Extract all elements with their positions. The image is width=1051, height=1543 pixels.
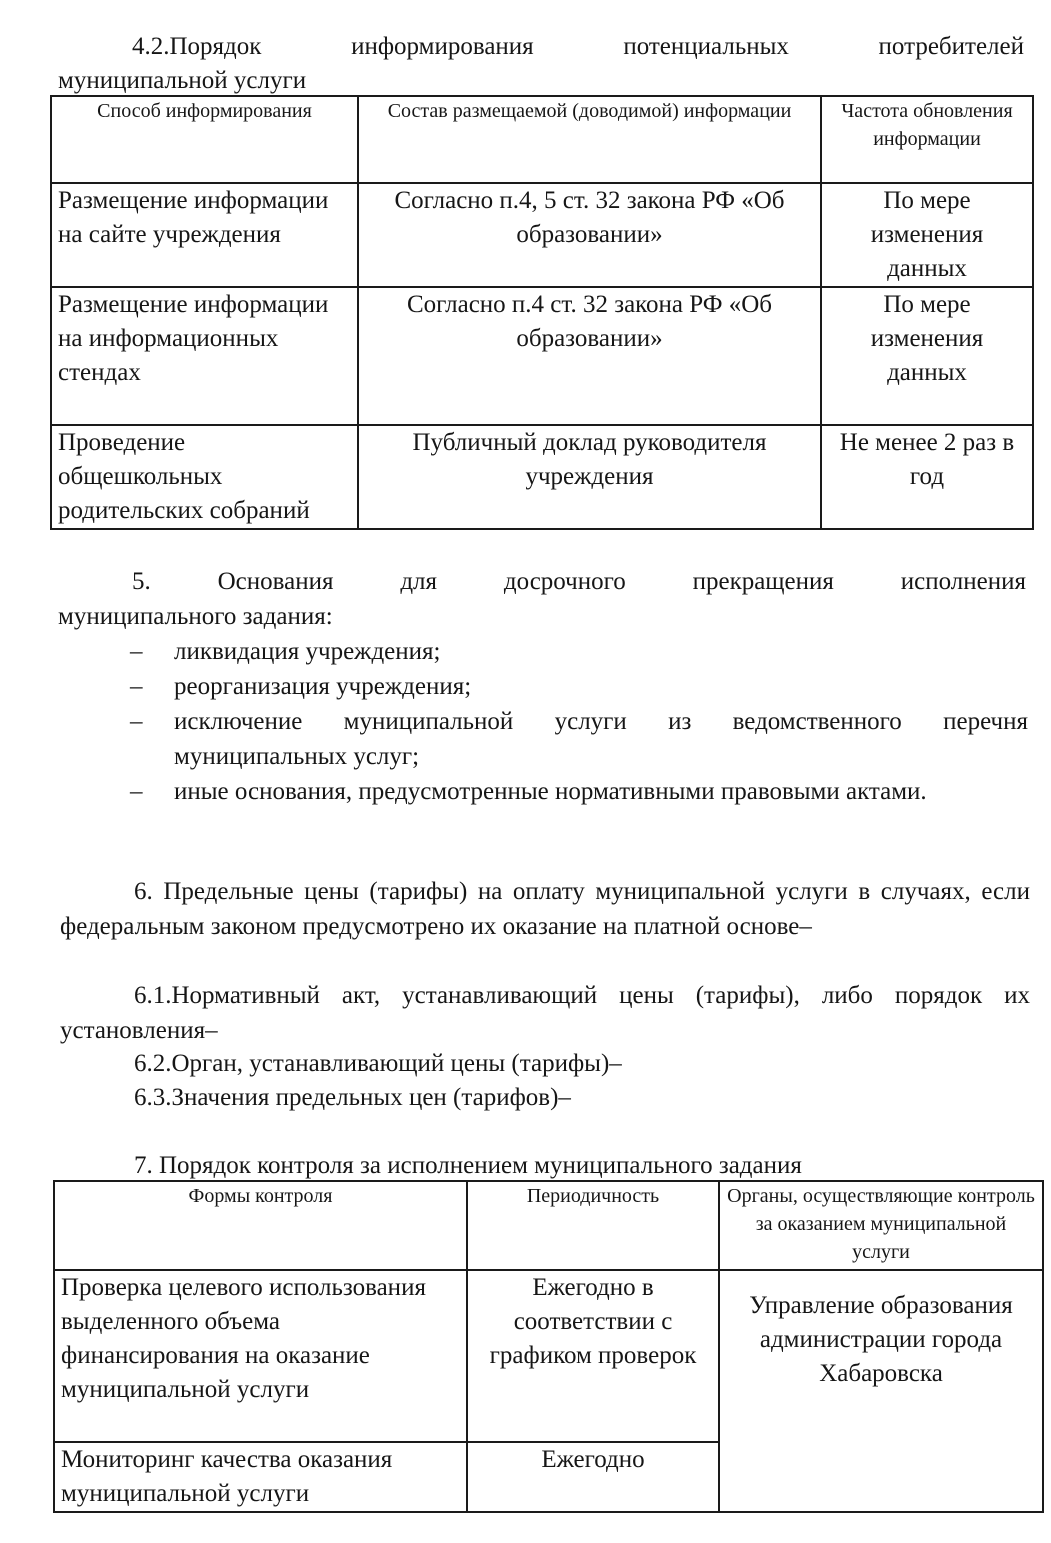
cell-method: Размещение информации на сайте учреждения	[51, 183, 358, 287]
column-header-method: Способ информирования	[51, 96, 358, 183]
cell-control-form: Проверка целевого использования выделенного объема финансирования на оказание муниципальной услуги	[54, 1270, 467, 1442]
dash-bullet: –	[130, 708, 143, 735]
column-header-content: Состав размещаемой (доводимой) информации	[358, 96, 821, 183]
dash-bullet: –	[130, 778, 143, 805]
cell-content: Согласно п.4, 5 ст. 32 закона РФ «Об образовании»	[358, 183, 821, 287]
cell-content: Согласно п.4 ст. 32 закона РФ «Об образовании»	[358, 287, 821, 425]
section-4-2-heading-line2: муниципальной услуги	[58, 67, 307, 94]
section-6-2: 6.2.Орган, устанавливающий цены (тарифы)–	[134, 1050, 622, 1077]
column-header-authority: Органы, осуществляющие контроль за оказанием муниципальной услуги	[719, 1181, 1043, 1270]
cell-periodicity: Ежегодно	[467, 1442, 719, 1512]
cell-method: Размещение информации на информационных стендах	[51, 287, 358, 425]
cell-method: Проведение общешкольных родительских собраний	[51, 425, 358, 529]
dash-bullet: –	[130, 673, 143, 700]
column-header-control-form: Формы контроля	[54, 1181, 467, 1270]
table-header-row	[51, 96, 1033, 183]
section-6-intro: 6. Предельные цены (тарифы) на оплату муниципальной услуги в случаях, если федеральным законом предусмотрено их оказание на платной основе–	[60, 878, 1030, 940]
table-row	[51, 183, 1033, 287]
column-header-periodicity: Периодичность	[467, 1181, 719, 1270]
cell-periodicity: Ежегодно в соответствии с графиком проверок	[467, 1270, 719, 1442]
cell-frequency: По мере изменения данных	[821, 183, 1033, 287]
cell-control-form: Мониторинг качества оказания муниципальной услуги	[54, 1442, 467, 1512]
section-5-heading-line1: 5. Основания для досрочного прекращения исполнения	[132, 568, 1026, 595]
section-5-heading-line2: муниципального задания:	[58, 603, 333, 630]
table-row	[54, 1270, 1043, 1442]
list-item: – иные основания, предусмотренные нормативными правовыми актами.	[130, 774, 1028, 809]
list-item: – ликвидация учреждения;	[130, 634, 1028, 669]
cell-frequency: По мере изменения данных	[821, 287, 1033, 425]
list-item: – реорганизация учреждения;	[130, 669, 1028, 704]
table-row	[51, 425, 1033, 529]
control-forms-table	[53, 1180, 1044, 1513]
column-header-frequency: Частота обновления информации	[821, 96, 1033, 183]
dash-bullet: –	[130, 638, 143, 665]
cell-authority: Управление образования администрации города Хабаровска	[719, 1270, 1043, 1512]
table-header-row	[54, 1181, 1043, 1270]
section-7-heading: 7. Порядок контроля за исполнением муниципального задания	[134, 1152, 802, 1179]
section-6-1: 6.1.Нормативный акт, устанавливающий цены (тарифы), либо порядок их установления–	[60, 982, 1030, 1044]
cell-content: Публичный доклад руководителя учреждения	[358, 425, 821, 529]
termination-grounds-list	[130, 634, 1028, 809]
section-4-2-heading-line1: 4.2.Порядок информирования потенциальных потребителей	[132, 33, 1024, 60]
list-item: – исключение муниципальной услуги из ведомственного перечня муниципальных услуг;	[130, 704, 1028, 774]
section-6-3: 6.3.Значения предельных цен (тарифов)–	[134, 1084, 571, 1111]
cell-frequency: Не менее 2 раз в год	[821, 425, 1033, 529]
table-row	[51, 287, 1033, 425]
information-methods-table	[50, 95, 1034, 530]
